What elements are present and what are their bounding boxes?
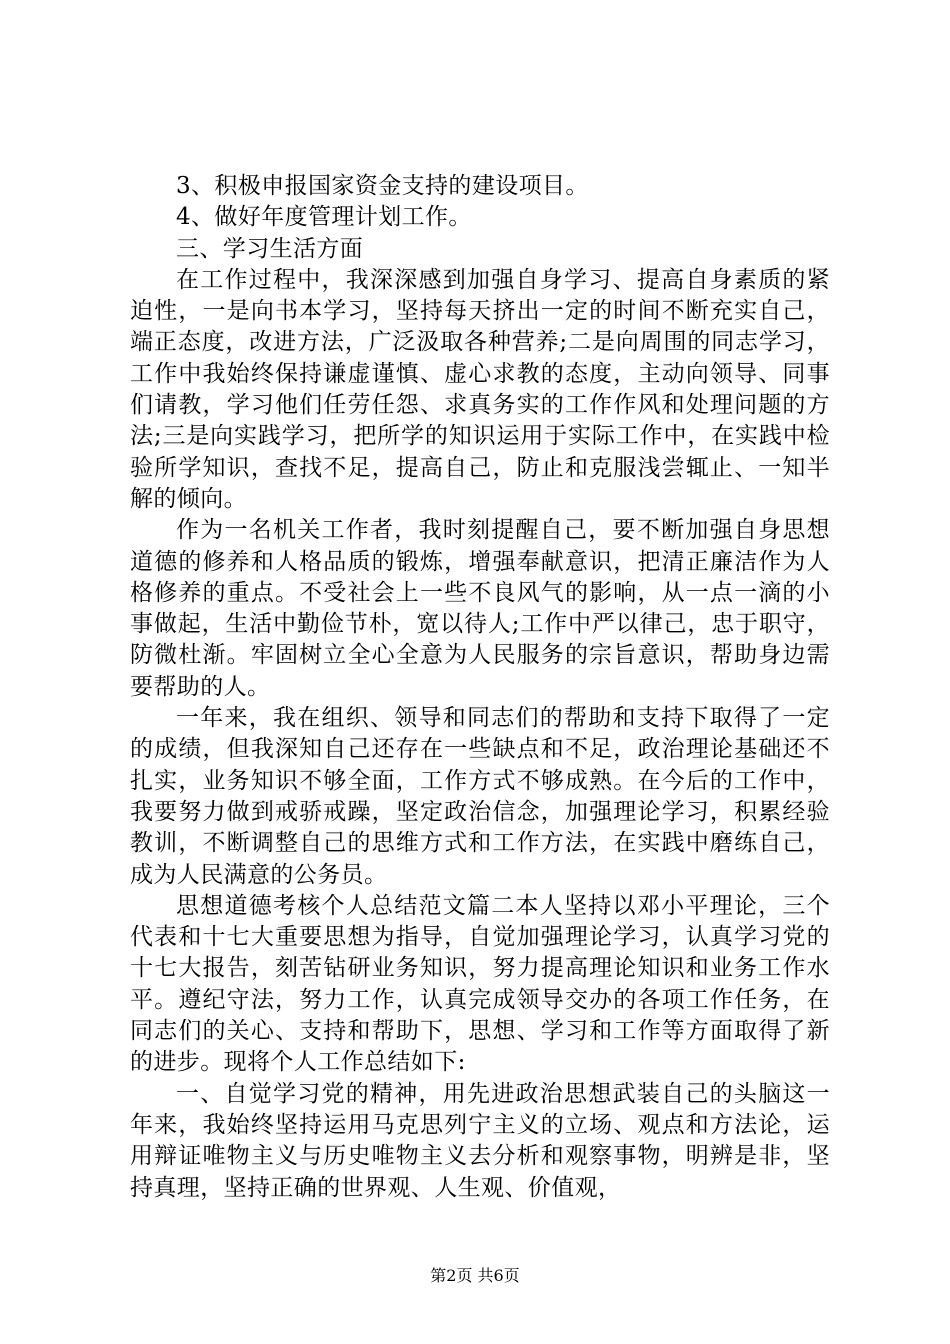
paragraph: 一、自觉学习党的精神，用先进政治思想武装自己的头脑这一年来，我始终坚持运用马克思列宁主义的立场、观点和方法论，运用辩证唯物主义与历史唯物主义去分析和观察事物，明辨是非，坚持真理，坚持正确的世界观、人生观、价值观， bbox=[130, 1080, 830, 1201]
paragraph: 作为一名机关工作者，我时刻提醒自己，要不断加强自身思想道德的修养和人格品质的锻炼，增强奉献意识，把清正廉洁作为人格修养的重点。不受社会上一些不良风气的影响，从一点一滴的小事做起，生活中勤俭节朴，宽以待人;工作中严以律己，忠于职守，防微杜渐。牢固树立全心全意为人民服务的宗旨意识，帮助身边需要帮助的人。 bbox=[130, 517, 830, 700]
paragraph: 三、学习生活方面 bbox=[176, 235, 364, 262]
paragraph: 一年来，我在组织、领导和同志们的帮助和支持下取得了一定的成绩，但我深知自己还存在一些缺点和不足，政治理论基础还不扎实，业务知识不够全面，工作方式不够成熟。在今后的工作中，我要努力做到戒骄戒躁，坚定政治信念，加强理论学习，积累经验教训，不断调整自己的思维方式和工作方法，在实践中磨练自己，成为人民满意的公务员。 bbox=[130, 705, 830, 888]
document-body bbox=[130, 171, 830, 1204]
paragraph: 在工作过程中，我深深感到加强自身学习、提高自身素质的紧迫性，一是向书本学习，坚持每天挤出一定的时间不断充实自己，端正态度，改进方法，广泛汲取各种营养;二是向周围的同志学习，工作中我始终保持谦虚谨慎、虚心求教的态度，主动向领导、同事们请教，学习他们任劳任怨、求真务实的工作作风和处理问题的方法;三是向实践学习，把所学的知识运用于实际工作中，在实践中检验所学知识，查找不足，提高自己，防止和克服浅尝辄止、一知半解的倾向。 bbox=[130, 266, 830, 512]
paragraph: 思想道德考核个人总结范文篇二本人坚持以邓小平理论，三个代表和十七大重要思想为指导，自觉加强理论学习，认真学习党的十七大报告，刻苦钻研业务知识，努力提高理论知识和业务工作水平。遵纪守法，努力工作，认真完成领导交办的各项工作任务，在同志们的关心、支持和帮助下，思想、学习和工作等方面取得了新的进步。现将个人工作总结如下: bbox=[130, 892, 830, 1076]
paragraph: 3、积极申报国家资金支持的建设项目。 bbox=[176, 173, 589, 199]
page-footer: 第2页 共6页 bbox=[430, 1266, 520, 1285]
paragraph: 4、做好年度管理计划工作。 bbox=[176, 204, 472, 231]
